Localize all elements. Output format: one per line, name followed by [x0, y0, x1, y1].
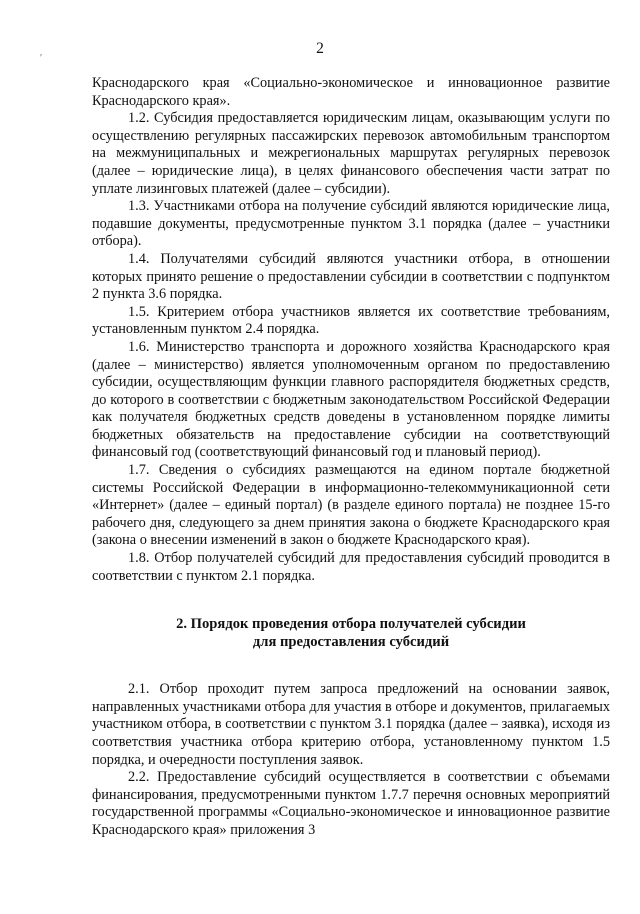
section-2-title	[92, 615, 610, 651]
intro-continuation: Краснодарского края «Социально-экономическое и инновационное развитие Краснодарского края».	[92, 75, 610, 109]
section-2-title-line-1: 2. Порядок проведения отбора получателей субсидии	[176, 616, 526, 633]
paragraph-1-8: 1.8. Отбор получателей субсидий для предоставления субсидий проводится в соответствии с пунктом 2.1 порядка.	[92, 550, 610, 584]
paragraph-2-1: 2.1. Отбор проходит путем запроса предложений на основании заявок, направленных участниками отбора для участия в отборе и документов, прилагаемых участником отбора, в соответствии с пунктом 3.1 порядка (далее – заявка), исходя из соответствия участника отбора критерию отбора, установленному пунктом 1.5 порядка, и очередности поступления заявок.	[92, 681, 610, 768]
paragraph-1-3: 1.3. Участниками отбора на получение субсидий являются юридические лица, подавшие документы, предусмотренные пунктом 3.1 порядка (далее – участники отбора).	[92, 198, 610, 250]
paragraph-1-4: 1.4. Получателями субсидий являются участники отбора, в отношении которых принято решение о предоставлении субсидии в соответствии с подпунктом 2 пункта 3.6 порядка.	[92, 250, 610, 303]
page-number: 2	[316, 40, 324, 57]
paragraph-2-2: 2.2. Предоставление субсидий осуществляется в соответствии с объемами финансирования, предусмотренными пунктом 1.7.7 перечня основных мероприятий государственной программы «Социально-экономическое и инновационное развитие Краснодарского края» приложения 3	[92, 769, 610, 838]
section-2-title-line-2: для предоставления субсидий	[252, 634, 450, 651]
paragraph-1-2: 1.2. Субсидия предоставляется юридическим лицам, оказывающим услуги по осуществлению регулярных пассажирских перевозок автомобильным транспортом на межмуниципальных и межрегиональных маршрутах регулярных перевозок (далее – юридические лица), в целях финансового обеспечения части затрат по уплате лизинговых платежей (далее – субсидии).	[92, 110, 610, 197]
margin-mark: ′	[40, 53, 43, 64]
paragraph-1-6: 1.6. Министерство транспорта и дорожного хозяйства Краснодарского края (далее – министерство) является уполномоченным органом по предоставлению субсидии, осуществляющим функции главного распорядителя бюджетных средств, до которого в соответствии с бюджетным законодательством Российской Федерации как получателя бюджетных средств доведены в установленном порядке лимиты бюджетных обязательств на предоставление субсидии на соответствующий финансовый год (соответствующий финансовый год и плановый период).	[92, 338, 610, 461]
paragraph-1-7: 1.7. Сведения о субсидиях размещаются на едином портале бюджетной системы Российской Федерации в информационно-телекоммуникационной сети «Интернет» (далее – единый портал) (в разделе единого портала) не позднее 15-го рабочего дня, следующего за днем принятия закона о бюджете Краснодарского края (закона о внесении изменений в закон о бюджете Краснодарского края).	[92, 462, 610, 549]
paragraph-1-5: 1.5. Критерием отбора участников является их соответствие требованиям, установленным пунктом 2.4 порядка.	[92, 303, 610, 338]
document-body	[92, 75, 610, 840]
